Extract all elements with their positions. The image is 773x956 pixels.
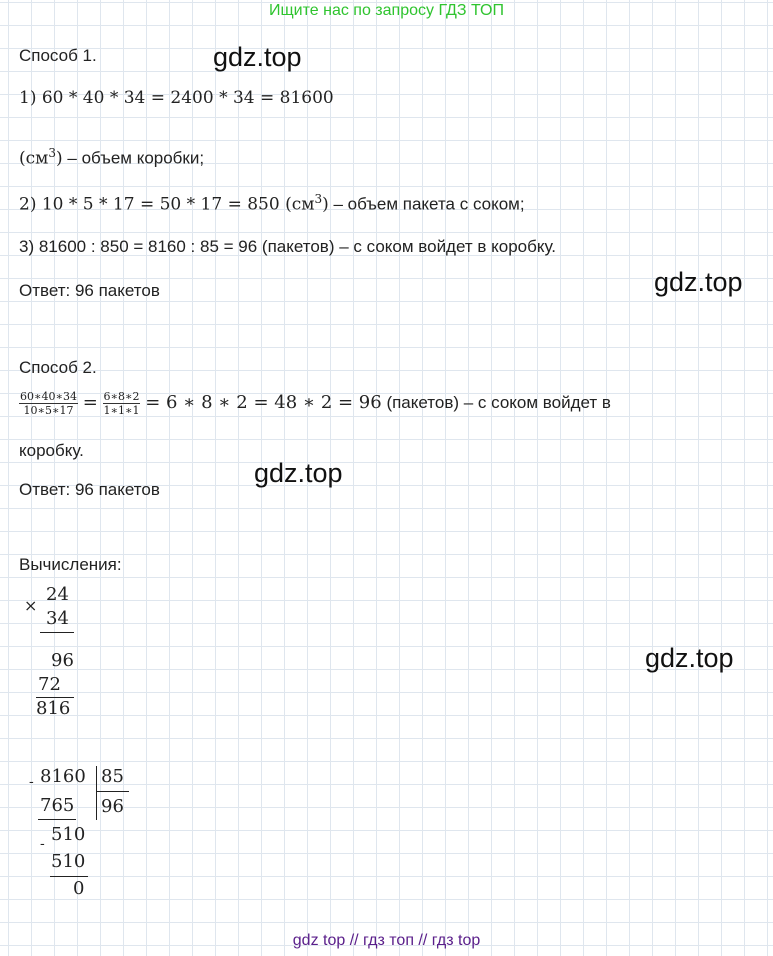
footer-links[interactable]: gdz top // гдз топ // гдз top — [292, 932, 481, 949]
minus-sign: - — [29, 774, 34, 790]
method2-answer: Ответ: 96 пакетов — [19, 480, 160, 499]
method2-tail-line2: коробку. — [19, 441, 84, 460]
unit-description: – объем коробки; — [62, 148, 205, 168]
method2-heading: Способ 2. — [19, 358, 97, 377]
unit-open: (см — [285, 194, 315, 215]
fraction-2 — [103, 390, 141, 417]
equals-sign: = — [82, 391, 98, 413]
final-remainder: 0 — [73, 878, 85, 899]
partial-product-1: 96 — [51, 650, 74, 671]
fraction-2-numerator: 6∗8∗2 — [103, 390, 140, 403]
subtract-rule-2 — [50, 876, 88, 877]
multiply-rule — [40, 632, 74, 633]
dividend: 8160 — [40, 766, 86, 787]
unit-close: ) — [56, 148, 63, 169]
method1-heading: Способ 1. — [19, 46, 97, 65]
method2-expression — [19, 390, 611, 417]
unit-close: ) — [322, 194, 329, 215]
watermark: gdz.top — [654, 267, 743, 297]
unit-exponent: 3 — [314, 192, 323, 206]
watermark: gdz.top — [213, 42, 302, 72]
multiplier: 34 — [46, 608, 69, 629]
first-subtrahend: 765 — [40, 795, 75, 816]
fraction-1-denominator: 10∗5∗17 — [23, 404, 74, 417]
unit-open: (см — [19, 148, 49, 169]
watermark: gdz.top — [645, 643, 734, 673]
division-bar — [96, 766, 97, 820]
divisor: 85 — [101, 766, 124, 787]
top-banner[interactable]: Ищите нас по запросу ГДЗ ТОП — [269, 2, 504, 19]
method1-step1: 1) 60 * 40 * 34 = 2400 * 34 = 81600 — [19, 88, 334, 108]
second-subtrahend: 510 — [51, 851, 86, 872]
unit-exponent: 3 — [48, 146, 57, 160]
fraction-1-numerator: 60∗40∗34 — [20, 390, 77, 403]
method1-step3: 3) 81600 : 850 = 8160 : 85 = 96 (пакетов) – с соком войдет в коробку. — [19, 237, 557, 256]
method2-chain: = 6 ∗ 8 ∗ 2 = 48 ∗ 2 = 96 — [145, 391, 382, 413]
method1-step2 — [19, 192, 525, 215]
subtract-rule-1 — [38, 819, 76, 820]
minus-sign: - — [40, 836, 45, 852]
fraction-2-denominator: 1∗1∗1 — [103, 404, 140, 417]
watermark: gdz.top — [254, 458, 343, 488]
remainder-1: 510 — [51, 824, 86, 845]
method2-tail: (пакетов) – с соком войдет в — [381, 392, 611, 412]
step2-description: – объем пакета с соком; — [328, 194, 525, 214]
divisor-rule — [97, 791, 129, 792]
quotient: 96 — [101, 796, 124, 817]
multiplicand: 24 — [46, 584, 69, 605]
calc-heading: Вычисления: — [19, 555, 122, 574]
multiply-sign: × — [24, 596, 38, 615]
fraction-1 — [19, 390, 78, 417]
method1-answer: Ответ: 96 пакетов — [19, 281, 160, 300]
step2-expression: 2) 10 * 5 * 17 = 50 * 17 = 850 — [19, 194, 286, 215]
partial-product-2: 72 — [38, 674, 61, 695]
product: 816 — [36, 698, 71, 719]
method1-step1-unit-line — [19, 146, 204, 169]
